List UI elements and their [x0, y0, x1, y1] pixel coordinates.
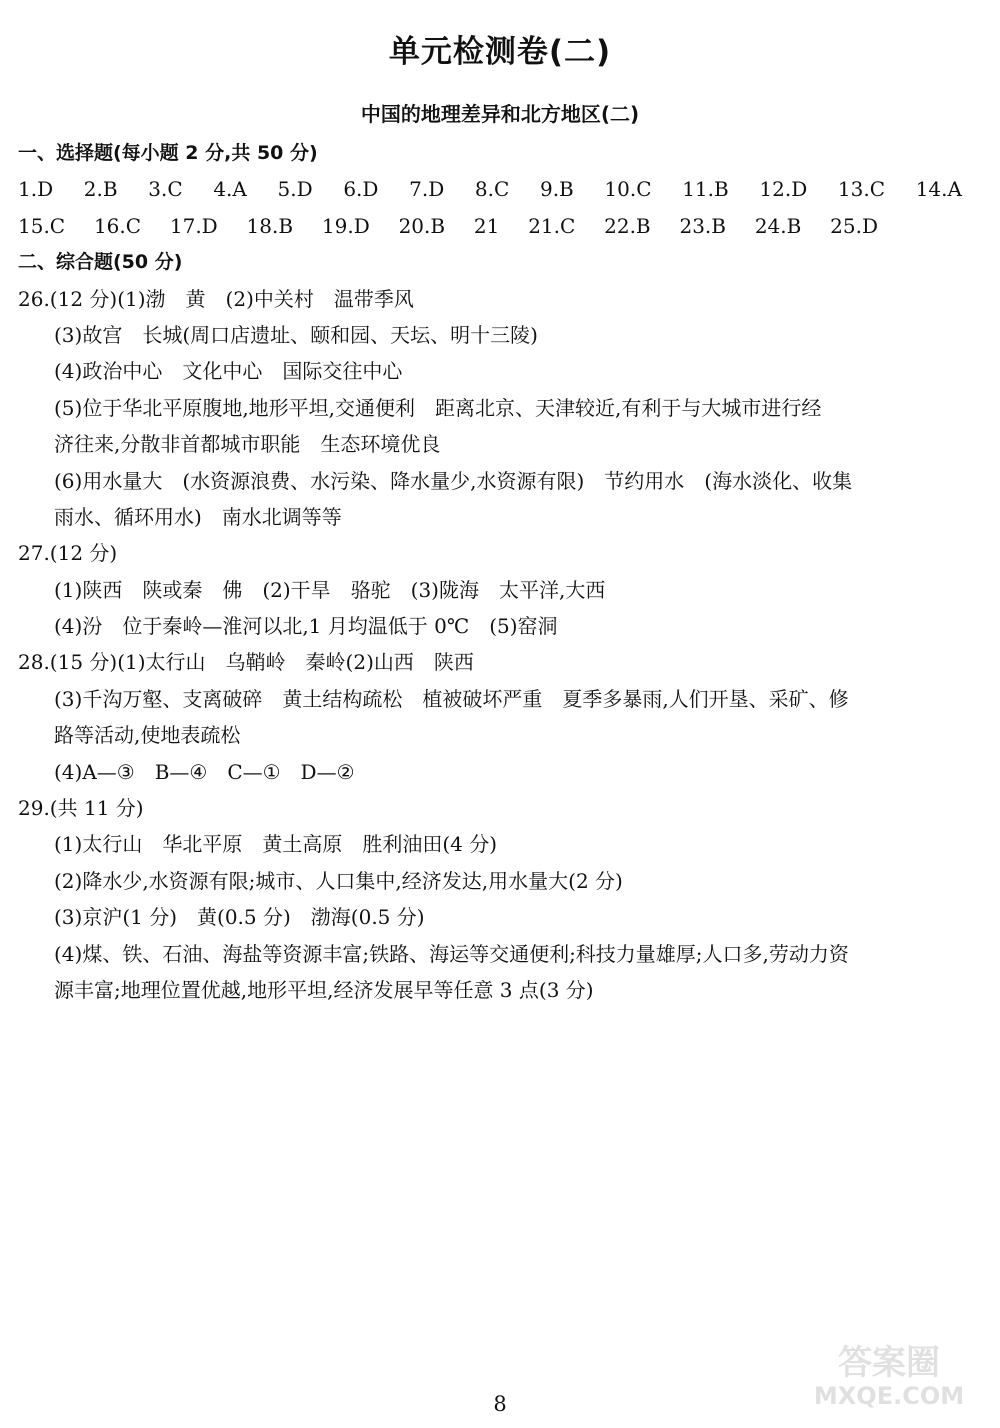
answer-content [18, 135, 988, 1008]
choice-answer: 7.D [409, 177, 445, 202]
watermark-logo [814, 1336, 964, 1410]
choice-answer: 18.B [246, 213, 294, 238]
choice-answer: 8.C [474, 177, 510, 202]
answer-line: (1)太行山 华北平原 黄土高原 胜利油田(4 分) [54, 832, 498, 857]
choice-answer: 23.B [679, 213, 726, 238]
choice-answer: 1.D [18, 177, 54, 202]
answer-line: (4)政治中心 文化中心 国际交往中心 [54, 359, 403, 384]
choice-answer: 16.C [93, 213, 142, 238]
question-27-header: 27.(12 分) [18, 541, 118, 566]
page-number: 8 [493, 1392, 507, 1416]
answer-line: (2)降水少,水资源有限;城市、人口集中,经济发达,用水量大(2 分) [54, 868, 623, 893]
answer-line: (3)千沟万壑、支离破碎 黄土结构疏松 植被破坏严重 夏季多暴雨,人们开垦、采矿、修 [54, 686, 849, 711]
choice-answer: 5.D [277, 177, 313, 202]
answer-line: (3)京沪(1 分) 黄(0.5 分) 渤海(0.5 分) [54, 905, 425, 930]
page-subtitle: 中国的地理差异和北方地区(二) [360, 102, 640, 126]
watermark-text-bottom: MXQE.COM [814, 1382, 964, 1410]
answer-line: 路等活动,使地表疏松 [54, 723, 241, 748]
choice-answer: 17.D [169, 213, 218, 238]
page-title: 单元检测卷(二) [388, 34, 612, 70]
choice-answer: 20.B [398, 213, 446, 238]
choice-answers-row-2 [18, 208, 878, 244]
question-26-header: 26.(12 分)(1)渤 黄 (2)中关村 温带季风 [18, 286, 414, 311]
answer-line: (3)故宫 长城(周口店遗址、颐和园、天坛、明十三陵) [54, 322, 538, 347]
watermark-text-top: 答案圈 [838, 1343, 940, 1383]
choice-answer: 25.D [830, 213, 878, 238]
choice-answer: 22.B [604, 213, 651, 238]
choice-answer: 3.C [148, 177, 183, 202]
choice-answer: 9.B [539, 177, 574, 202]
answer-line: 源丰富;地理位置优越,地形平坦,经济发展早等任意 3 点(3 分) [54, 977, 594, 1002]
choice-answer: 10.C [604, 177, 652, 202]
choice-answer: 12.D [759, 177, 808, 202]
choice-answer: 11.B [682, 177, 729, 202]
choice-answer: 21.C [528, 213, 576, 238]
question-29-header: 29.(共 11 分) [18, 796, 144, 821]
choice-answers-row-1 [18, 171, 962, 207]
choice-answer: 24.B [754, 213, 802, 238]
choice-answer: 2.B [83, 177, 118, 202]
choice-answer: 21 [473, 213, 500, 238]
answer-line: 济往来,分散非首都城市职能 生态环境优良 [54, 432, 441, 457]
answer-line: (6)用水量大 (水资源浪费、水污染、降水量少,水资源有限) 节约用水 (海水淡化、收集 [54, 468, 853, 493]
section-heading-choice: 一、选择题(每小题 2 分,共 50 分) [18, 142, 318, 164]
answer-line: (5)位于华北平原腹地,地形平坦,交通便利 距离北京、天津较近,有利于与大城市进行经 [54, 395, 822, 420]
choice-answer: 13.C [837, 177, 886, 202]
choice-answer: 19.D [321, 213, 370, 238]
choice-answer: 4.A [213, 177, 247, 202]
answer-line: (4)煤、铁、石油、海盐等资源丰富;铁路、海运等交通便利;科技力量雄厚;人口多,劳动力资 [54, 941, 849, 966]
question-28-header: 28.(15 分)(1)太行山 乌鞘岭 秦岭(2)山西 陕西 [18, 650, 474, 675]
section-heading-comprehensive: 二、综合题(50 分) [18, 251, 183, 274]
answer-line: (1)陕西 陕或秦 佛 (2)干旱 骆驼 (3)陇海 太平洋,大西 [54, 577, 606, 602]
answer-line: 雨水、循环用水) 南水北调等等 [54, 504, 342, 529]
answer-line: (4)汾 位于秦岭—淮河以北,1 月均温低于 0℃ (5)窑洞 [54, 614, 558, 639]
choice-answer: 6.D [343, 177, 379, 202]
choice-answer: 14.A [915, 177, 962, 202]
answer-line: (4)A—③ B—④ C—① D—② [54, 759, 355, 784]
choice-answer: 15.C [18, 213, 66, 238]
